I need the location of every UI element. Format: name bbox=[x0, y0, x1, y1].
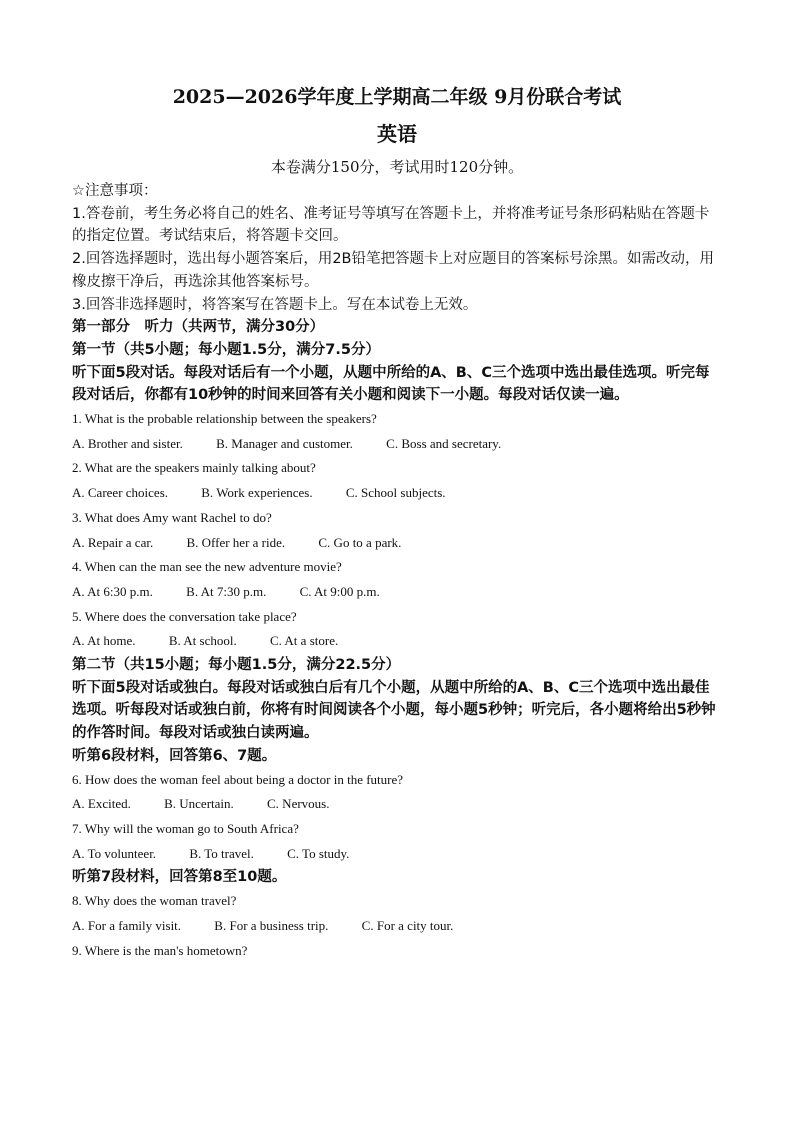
question-2-options bbox=[72, 481, 722, 506]
section2-heading: 第二节（共15小题；每小题1.5分，满分22.5分） bbox=[72, 657, 401, 674]
note-item-3: 3.回答非选择题时，将答案写在答题卡上。写在本试卷上无效。 bbox=[72, 296, 478, 313]
question-5: 5. Where does the conversation take place? bbox=[72, 608, 297, 624]
section1-heading: 第一节（共5小题；每小题1.5分，满分7.5分） bbox=[72, 341, 380, 358]
question-7-options bbox=[72, 842, 722, 867]
part1-heading: 第一部分 听力（共两节，满分30分） bbox=[72, 319, 325, 336]
question-4-options bbox=[72, 580, 722, 605]
option-b: B. Uncertain. bbox=[164, 796, 234, 812]
group-6-heading: 听第6段材料，回答第6、7题。 bbox=[72, 747, 277, 764]
option-b: B. Manager and customer. bbox=[216, 435, 353, 451]
option-c: C. School subjects. bbox=[345, 485, 446, 501]
option-a: A. For a family visit. bbox=[72, 917, 182, 933]
section2-instructions: 听下面5段对话或独白。每段对话或独白后有几个小题，从题中所给的A、B、C三个选项中选出最佳选项。听每段对话或独白前，你将有时间阅读各个小题，每小题5秒钟；听完后，各小题将给出5秒钟的作答时间。每段对话或独白读两遍。 bbox=[72, 679, 716, 742]
exam-subject: 英语 bbox=[377, 122, 417, 146]
question-3: 3. What does Amy want Rachel to do? bbox=[72, 509, 272, 525]
question-9: 9. Where is the man's hometown? bbox=[72, 942, 248, 958]
option-c: C. To study. bbox=[287, 845, 350, 861]
notes-heading: ☆注意事项： bbox=[72, 183, 158, 199]
option-c: C. At a store. bbox=[269, 633, 339, 649]
question-6-options bbox=[72, 792, 722, 817]
question-8-options bbox=[72, 914, 722, 939]
question-1: 1. What is the probable relationship between the speakers? bbox=[72, 411, 377, 427]
option-a: A. To volunteer. bbox=[72, 845, 157, 861]
option-c: C. At 9:00 p.m. bbox=[299, 583, 380, 599]
option-c: C. Boss and secretary. bbox=[386, 435, 502, 451]
option-b: B. For a business trip. bbox=[214, 917, 329, 933]
question-5-options bbox=[72, 629, 722, 654]
option-c: C. Go to a park. bbox=[318, 534, 402, 550]
group-7-heading: 听第7段材料，回答第8至10题。 bbox=[72, 869, 287, 886]
section1-instructions: 听下面5段对话。每段对话后有一个小题，从题中所给的A、B、C三个选项中选出最佳选项。听完每段对话后，你都有10秒钟的时间来回答有关小题和阅读下一小题。每段对话仅读一遍。 bbox=[72, 364, 710, 404]
option-a: A. Brother and sister. bbox=[72, 435, 183, 451]
option-a: A. At home. bbox=[72, 633, 136, 649]
exam-meta: 本卷满分150分，考试用时120分钟。 bbox=[270, 158, 524, 176]
question-2: 2. What are the speakers mainly talking about? bbox=[72, 460, 316, 476]
question-6: 6. How does the woman feel about being a doctor in the future? bbox=[72, 771, 404, 787]
question-1-options bbox=[72, 432, 722, 457]
option-a: A. Repair a car. bbox=[72, 534, 154, 550]
question-4: 4. When can the man see the new adventure movie? bbox=[72, 559, 342, 575]
option-c: C. Nervous. bbox=[267, 796, 330, 812]
option-c: C. For a city tour. bbox=[361, 917, 454, 933]
option-a: A. Career choices. bbox=[72, 485, 169, 501]
option-b: B. Offer her a ride. bbox=[186, 534, 286, 550]
option-b: B. At school. bbox=[168, 633, 237, 649]
note-item-1: 1.答卷前，考生务必将自己的姓名、准考证号等填写在答题卡上，并将准考证号条形码粘贴在答题卡的指定位置。考试结束后，将答题卡交回。 bbox=[72, 205, 710, 245]
question-7: 7. Why will the woman go to South Africa? bbox=[72, 820, 299, 836]
exam-body bbox=[72, 180, 722, 963]
option-b: B. To travel. bbox=[189, 845, 254, 861]
option-b: B. Work experiences. bbox=[201, 485, 313, 501]
note-item-2: 2.回答选择题时，选出每小题答案后，用2B铅笔把答题卡上对应题目的答案标号涂黑。如需改动，用橡皮擦干净后，再选涂其他答案标号。 bbox=[72, 251, 715, 290]
question-8: 8. Why does the woman travel? bbox=[72, 893, 237, 909]
option-a: A. Excited. bbox=[72, 796, 131, 812]
exam-title: 2025—2026学年度上学期高二年级 9月份联合考试 bbox=[172, 86, 622, 108]
question-3-options bbox=[72, 531, 722, 556]
option-b: B. At 7:30 p.m. bbox=[186, 583, 267, 599]
option-a: A. At 6:30 p.m. bbox=[72, 583, 153, 599]
